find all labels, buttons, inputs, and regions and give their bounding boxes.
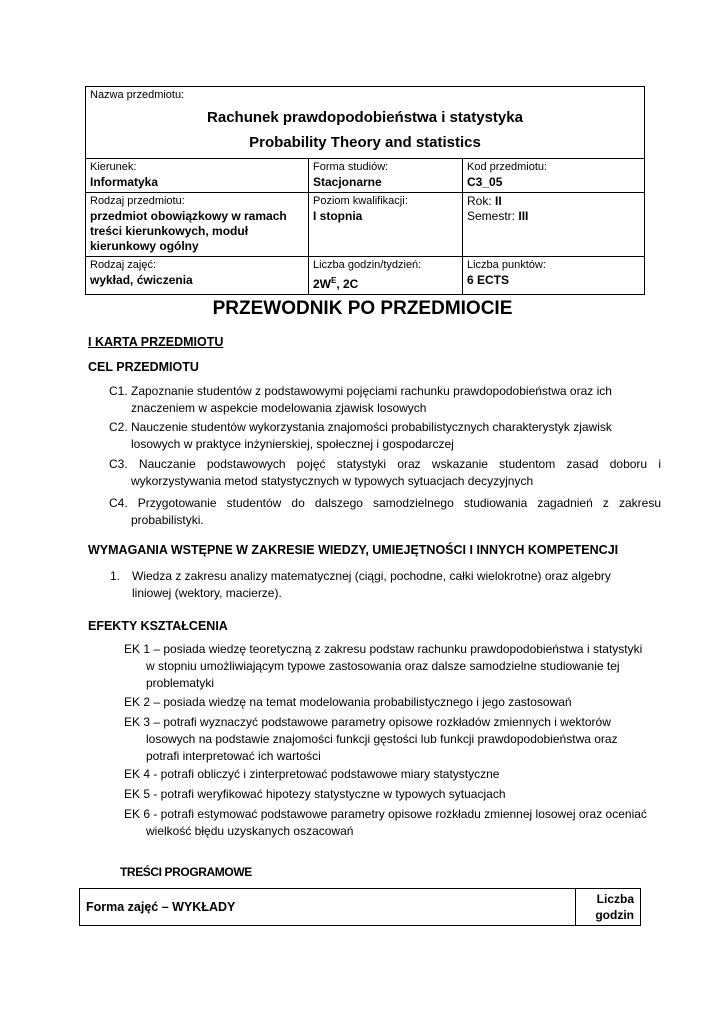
wyklady-table: [79, 888, 641, 926]
cel-item-1: C1. Zapoznanie studentów z podstawowymi pojęciami rachunku prawdopodobieństwa oraz ich znaczeniem w aspekcie modelowania zjawisk losowych: [109, 384, 612, 415]
efekty-item-4: EK 4 - potrafi obliczyć i zinterpretować podstawowe miary statystyczne: [124, 767, 500, 781]
semestr-line: [467, 209, 640, 224]
kod-value: C3_05: [467, 175, 503, 189]
rok-semestr-cell: [463, 193, 645, 257]
wymagania-number: 1.: [110, 569, 121, 583]
subject-name-label: Nazwa przedmiotu:: [90, 89, 185, 101]
rok-label: Rok:: [467, 194, 496, 208]
punkty-value: 6 ECTS: [467, 273, 510, 287]
semestr-label: Semestr:: [467, 209, 519, 223]
semestr-value: III: [518, 209, 529, 223]
rodzaj-label: Rodzaj przedmiotu:: [90, 195, 185, 207]
forma-cell: [309, 159, 463, 193]
subject-name-cell: [86, 87, 645, 159]
poziom-value: I stopnia: [313, 209, 363, 223]
wymagania-item-1: Wiedza z zakresu analizy matematycznej (ciągi, pochodne, całki wielokrotne) oraz algebry liniowej (wektory, macierze).: [132, 569, 611, 600]
forma-value: Stacjonarne: [313, 175, 382, 189]
punkty-label: Liczba punktów:: [467, 259, 546, 271]
godziny-label: Liczba godzin/tydzień:: [313, 259, 422, 271]
godziny-cell: [309, 257, 463, 295]
efekty-item-1: EK 1 – posiada wiedzę teoretyczną z zakresu podstaw rachunku prawdopodobieństwa i statystyki w stopniu umożliwiającym typowe zastosowania oraz dalsze samodzielne studiowanie tej problematyki: [124, 642, 643, 690]
godziny-sup: E: [331, 276, 337, 285]
kierunek-cell: [86, 159, 309, 193]
godziny-c: , 2C: [336, 277, 359, 291]
efekty-item-3: EK 3 – potrafi wyznaczyć podstawowe parametry opisowe rozkładów zmiennych i wektorów losowych na podstawie znajomości funkcji gęstości lub funkcji prawdopodobieństwa oraz potrafi interpretować ich wartości: [124, 715, 618, 763]
karta-heading: I KARTA PRZEDMIOTU: [88, 335, 224, 349]
godziny-value: [313, 273, 458, 292]
rodzaj-value: przedmiot obowiązkowy w ramach treści kierunkowych, moduł kierunkowy ogólny: [90, 209, 287, 253]
kod-cell: [463, 159, 645, 193]
efekty-item-2: EK 2 – posiada wiedzę na temat modelowania probabilistycznego i jego zastosowań: [124, 695, 572, 709]
efekty-item-5: EK 5 - potrafi weryfikować hipotezy statystyczne w typowych sytuacjach: [124, 787, 506, 801]
rok-line: [467, 194, 640, 209]
efekty-item-6: EK 6 - potrafi estymować podstawowe parametry opisowe rozkładu zmiennej losowej oraz oceniać wielkość błędu uzyskanych oszacowań: [124, 807, 647, 838]
rodzaj-cell: [86, 193, 309, 257]
kod-label: Kod przedmiotu:: [467, 161, 548, 173]
cel-item-4: C4. Przygotowanie studentów do dalszego samodzielnego studiowania zagadnień z zakresu probabilistyki.: [109, 496, 661, 527]
cel-item-3: C3. Nauczanie podstawowych pojęć statystyki oraz wskazanie studentom zasad doboru i wykorzystywania metod statystycznych w typowych sytuacjach decyzyjnych: [109, 457, 661, 488]
tresci-heading: TREŚCI PROGRAMOWE: [120, 865, 252, 879]
godziny-w: 2W: [313, 277, 331, 291]
kierunek-label: Kierunek:: [90, 161, 137, 173]
subject-title-pl: Rachunek prawdopodobieństwa i statystyka: [207, 109, 523, 126]
zajecia-value: wykład, ćwiczenia: [90, 273, 193, 287]
subject-title-en: Probability Theory and statistics: [249, 134, 481, 151]
zajecia-label: Rodzaj zajęć:: [90, 259, 157, 271]
wymagania-heading: WYMAGANIA WSTĘPNE W ZAKRESIE WIEDZY, UMIEJĘTNOŚCI I INNYCH KOMPETENCJI: [88, 543, 619, 557]
cel-heading: CEL PRZEDMIOTU: [88, 360, 199, 374]
hours-header-line2: godzin: [595, 908, 634, 922]
poziom-cell: [309, 193, 463, 257]
subject-info-table: [85, 86, 645, 295]
hours-header-line1: Liczba: [596, 892, 634, 906]
hours-header-cell: [576, 889, 641, 926]
wyklady-header-cell: Forma zajęć – WYKŁADY: [80, 889, 576, 926]
rok-value: II: [495, 194, 502, 208]
page-title: PRZEWODNIK PO PRZEDMIOCIE: [212, 298, 513, 319]
efekty-heading: EFEKTY KSZTAŁCENIA: [88, 619, 228, 633]
cel-item-2: C2. Nauczenie studentów wykorzystania znajomości probabilistycznych charakterystyk zjawisk losowych w praktyce inżynierskiej, społecznej i gospodarczej: [109, 420, 612, 451]
forma-label: Forma studiów:: [313, 161, 389, 173]
punkty-cell: [463, 257, 645, 295]
poziom-label: Poziom kwalifikacji:: [313, 195, 408, 207]
zajecia-cell: [86, 257, 309, 295]
kierunek-value: Informatyka: [90, 175, 159, 189]
